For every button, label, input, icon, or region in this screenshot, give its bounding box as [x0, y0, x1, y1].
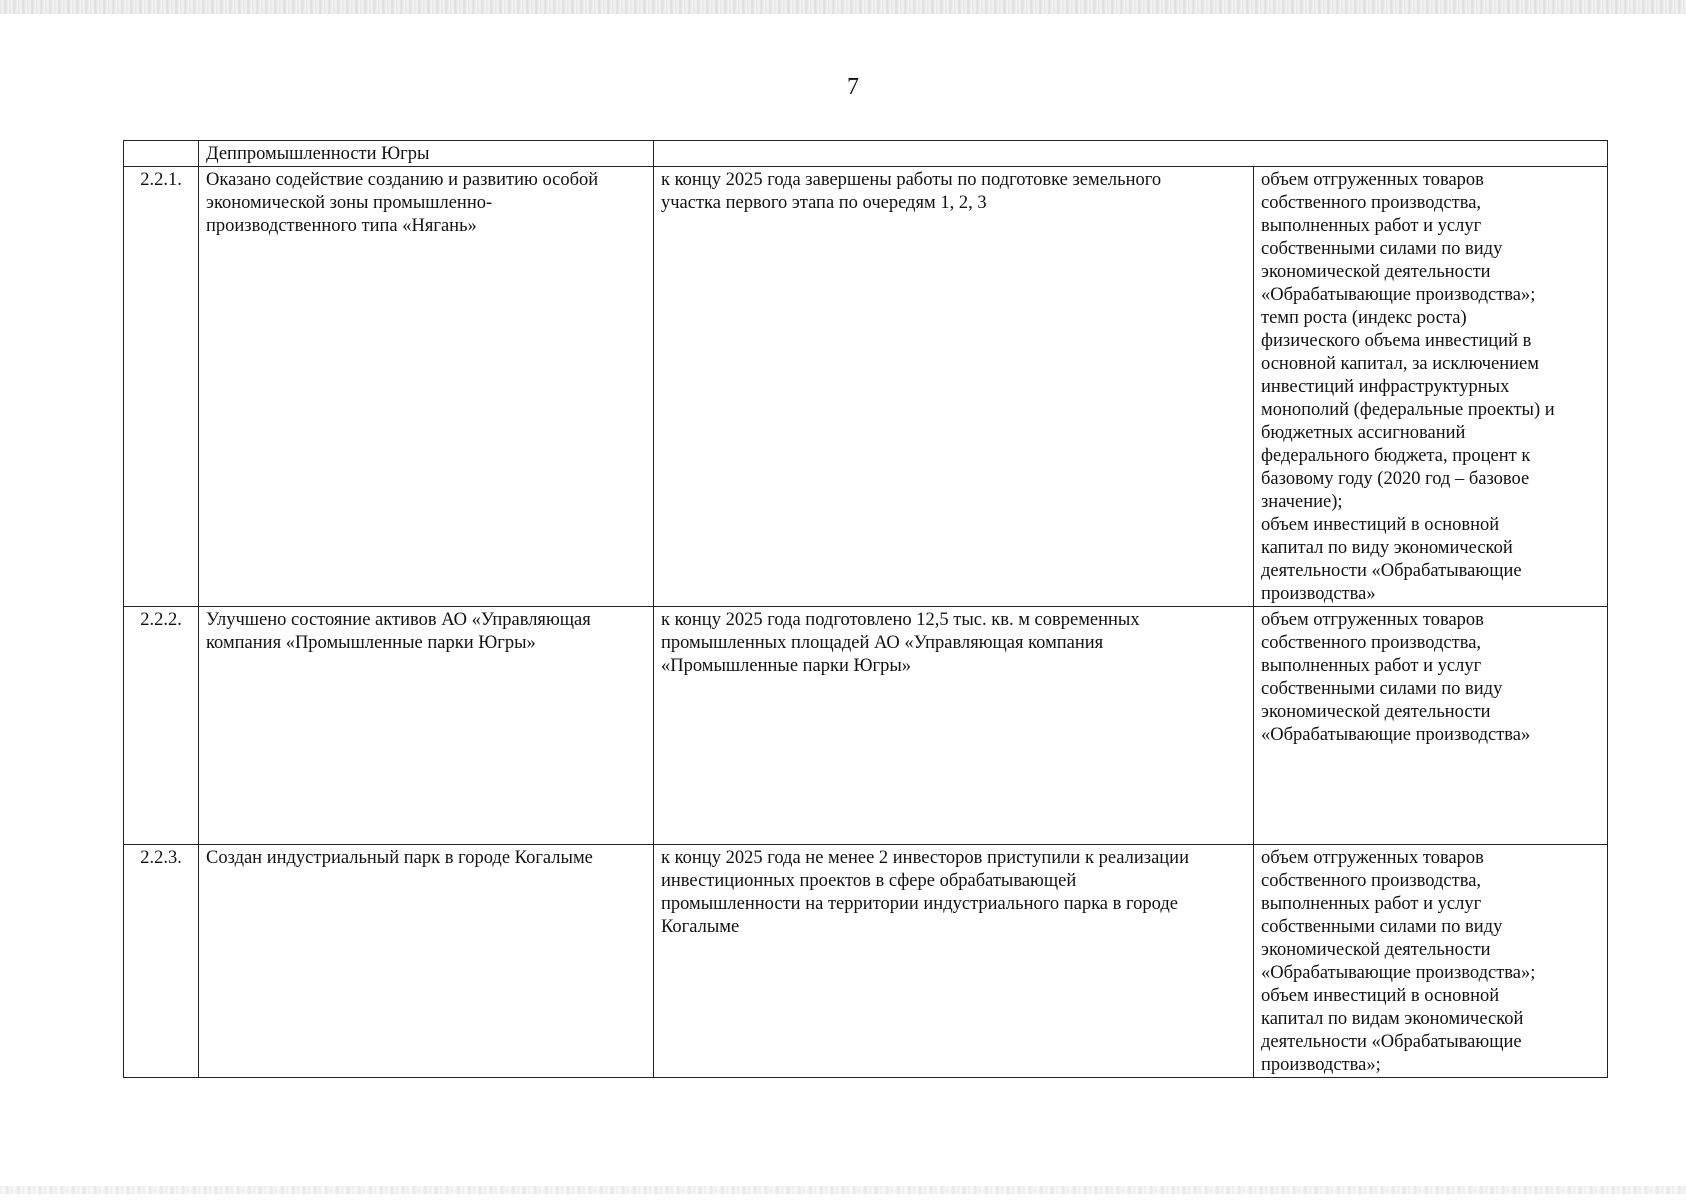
table-cell-responsible: Деппромышленности Югры	[199, 141, 654, 167]
row-result: Оказано содействие созданию и развитию особой экономической зоны промышленно- производственного типа «Нягань»	[199, 167, 654, 607]
table-row	[124, 845, 1608, 1078]
row-indicator: объем отгруженных товаров собственного производства, выполненных работ и услуг собственными силами по виду экономической деятельности «Обрабатывающие производства»; темп роста (индекс роста) физического объема инвестиций в основной капитал, за исключением инвестиций инфраструктурных монополий (федеральные проекты) и бюджетных ассигнований федерального бюджета, процент к базовому году (2020 год – базовое значение); объем инвестиций в основной капитал по виду экономической деятельности «Обрабатывающие производства»	[1254, 167, 1608, 607]
row-result: Улучшено состояние активов АО «Управляющая компания «Промышленные парки Югры»	[199, 607, 654, 845]
table-row-continuation	[124, 141, 1608, 167]
row-result: Создан индустриальный парк в городе Когалыме	[199, 845, 654, 1078]
row-characteristic: к концу 2025 года подготовлено 12,5 тыс. кв. м современных промышленных площадей АО «Управляющая компания «Промышленные парки Югры»	[654, 607, 1254, 845]
table-row	[124, 607, 1608, 845]
row-indicator: объем отгруженных товаров собственного производства, выполненных работ и услуг собственными силами по виду экономической деятельности «Обрабатывающие производства»; объем инвестиций в основной капитал по видам экономической деятельности «Обрабатывающие производства»;	[1254, 845, 1608, 1078]
row-number: 2.2.2.	[124, 607, 199, 845]
row-number: 2.2.1.	[124, 167, 199, 607]
table-cell-empty	[654, 141, 1608, 167]
scan-edge-top	[0, 0, 1686, 14]
table-row	[124, 167, 1608, 607]
row-indicator: объем отгруженных товаров собственного производства, выполненных работ и услуг собственными силами по виду экономической деятельности «Обрабатывающие производства»	[1254, 607, 1608, 845]
measures-table	[123, 140, 1608, 1078]
table-cell-num	[124, 141, 199, 167]
page-number: 7	[847, 74, 859, 100]
scan-edge-bottom	[0, 1186, 1686, 1194]
row-number: 2.2.3.	[124, 845, 199, 1078]
row-characteristic: к концу 2025 года завершены работы по подготовке земельного участка первого этапа по очередям 1, 2, 3	[654, 167, 1254, 607]
row-characteristic: к концу 2025 года не менее 2 инвесторов приступили к реализации инвестиционных проектов в сфере обрабатывающей промышленности на территории индустриального парка в городе Когалыме	[654, 845, 1254, 1078]
